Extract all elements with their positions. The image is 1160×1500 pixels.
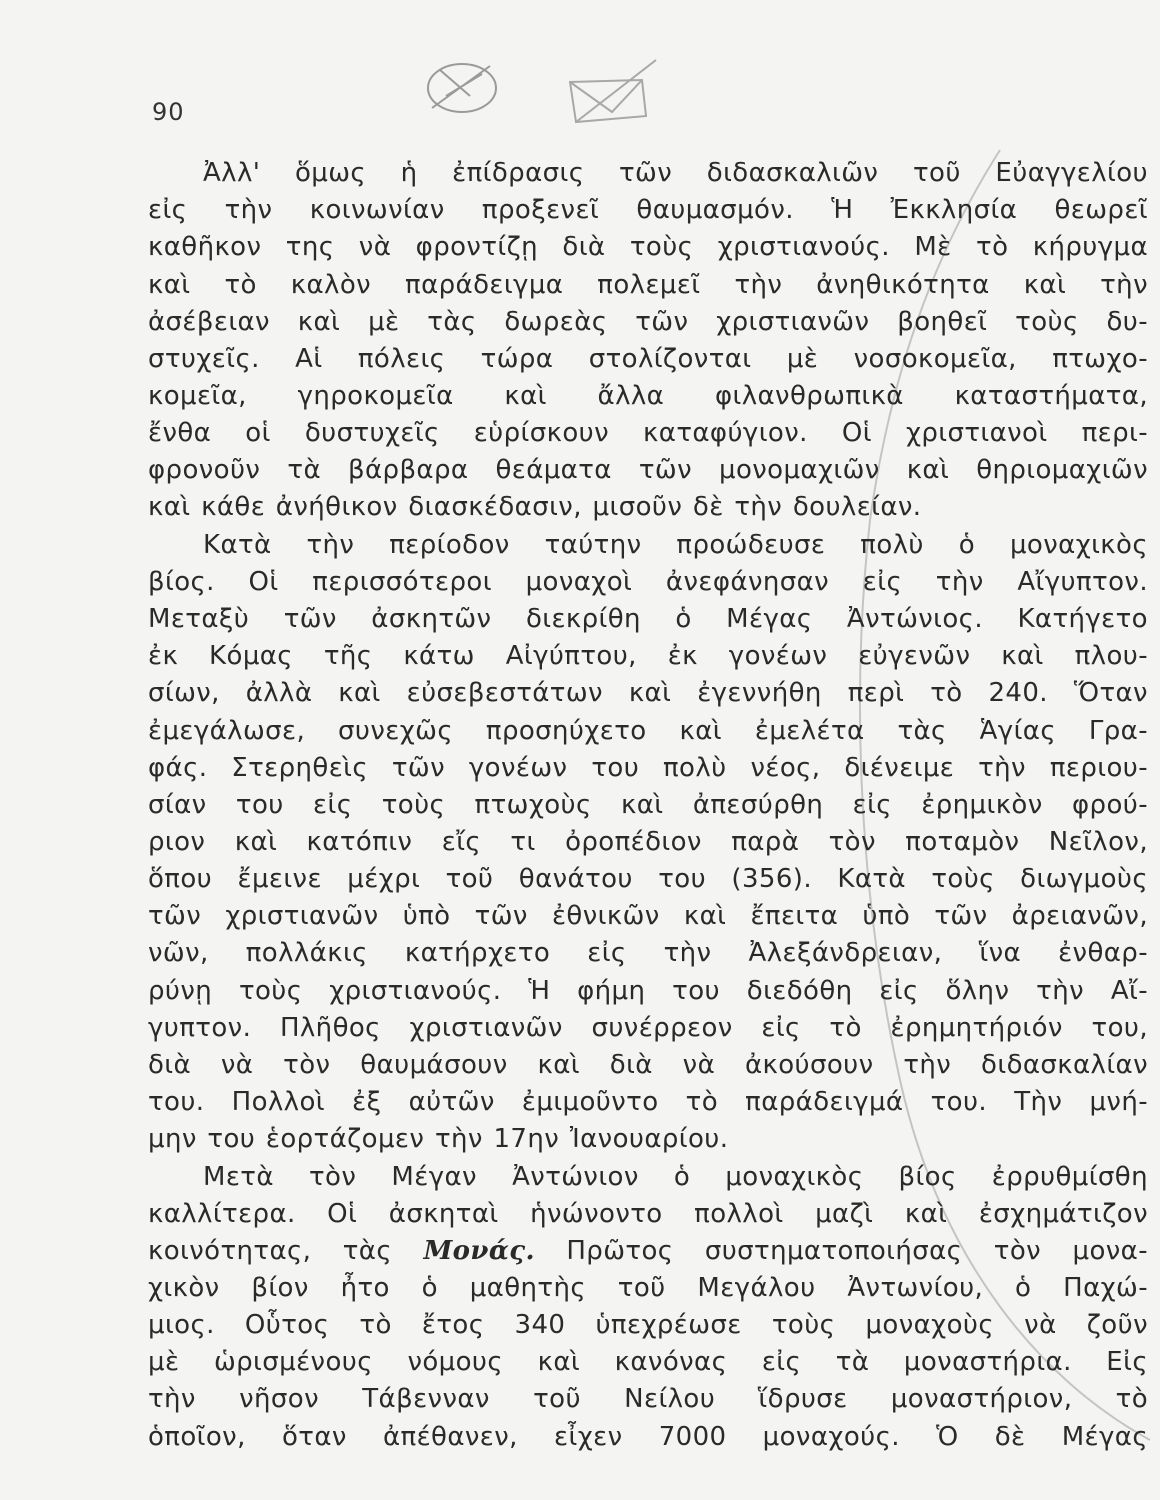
circle-cross-pencil-mark <box>428 64 496 112</box>
text-line: μην του ἑορτάζομεν τὴν 17ην Ἰανουαρίου. <box>148 1124 729 1154</box>
text-line: σίαν του εἰς τοὺς πτωχοὺς καὶ ἀπεσύρθη εἰς ἐρημικὸν φρού- <box>148 790 1148 820</box>
page-number: 90 <box>152 98 185 126</box>
text-line: μιος. Οὗτος τὸ ἔτος 340 ὑπεχρέωσε τοὺς μοναχοὺς νὰ ζοῦν <box>148 1310 1148 1340</box>
text-line: ὅπου ἔμεινε μέχρι τοῦ θανάτου του (356). Κατὰ τοὺς διωγμοὺς <box>148 864 1148 894</box>
envelope-pencil-mark <box>570 60 656 122</box>
text-line-monas <box>148 1234 1148 1268</box>
text-line: ἀσέβειαν καὶ μὲ τὰς δωρεὰς τῶν χριστιανῶν βοηθεῖ τοὺς δυ- <box>148 307 1148 337</box>
text-line: διὰ νὰ τὸν θαυμάσουν καὶ διὰ νὰ ἀκούσουν τὴν διδασκαλίαν <box>148 1050 1148 1080</box>
text-line: νῶν, πολλάκις κατήρχετο εἰς τὴν Ἀλεξάνδρειαν, ἵνα ἐνθαρ- <box>148 938 1148 968</box>
text-line: καὶ τὸ καλὸν παράδειγμα πολεμεῖ τὴν ἀνηθικότητα καὶ τὴν <box>148 270 1148 300</box>
text-line: φρονοῦν τὰ βάρβαρα θεάματα τῶν μονομαχιῶν καὶ θηριομαχιῶν <box>148 455 1148 485</box>
text-line: ριον καὶ κατόπιν εἴς τι ὀροπέδιον παρὰ τὸν ποταμὸν Νεῖλον, <box>148 827 1148 857</box>
text-line: ἔνθα οἱ δυστυχεῖς εὑρίσκουν καταφύγιον. Οἱ χριστιανοὶ περι- <box>148 418 1148 448</box>
text-line: σίων, ἀλλὰ καὶ εὐσεβεστάτων καὶ ἐγεννήθη περὶ τὸ 240. Ὅταν <box>148 678 1148 708</box>
monas-emphasis: Μονάς. <box>423 1236 535 1266</box>
text-line: μὲ ὡρισμένους νόμους καὶ κανόνας εἰς τὰ μοναστήρια. Εἰς <box>148 1347 1148 1377</box>
text-line: Μετὰ τὸν Μέγαν Ἀντώνιον ὁ μοναχικὸς βίος ἐρρυθμίσθη <box>203 1162 1148 1192</box>
text-line: Μεταξὺ τῶν ἀσκητῶν διεκρίθη ὁ Μέγας Ἀντώνιος. Κατήγετο <box>148 604 1148 634</box>
text-line: Ἀλλ' ὅμως ἡ ἐπίδρασις τῶν διδασκαλιῶν τοῦ Εὐαγγελίου <box>203 158 1148 188</box>
text-line: καθῆκον της νὰ φροντίζῃ διὰ τοὺς χριστιανούς. Μὲ τὸ κήρυγμα <box>148 232 1148 262</box>
text-line: γυπτον. Πλῆθος χριστιανῶν συνέρρεον εἰς τὸ ἐρημητήριόν του, <box>148 1013 1148 1043</box>
text-line: φάς. Στερηθεὶς τῶν γονέων του πολὺ νέος, διένειμε τὴν περιου- <box>148 753 1148 783</box>
text-line: ὁποῖον, ὅταν ἀπέθανεν, εἶχεν 7000 μοναχούς. Ὁ δὲ Μέγας <box>148 1422 1148 1452</box>
text-line: Κατὰ τὴν περίοδον ταύτην προώδευσε πολὺ ὁ μοναχικὸς <box>203 530 1148 560</box>
text-line: ρύνῃ τοὺς χριστιανούς. Ἡ φήμη του διεδόθη εἰς ὅλην τὴν Αἴ- <box>148 976 1148 1006</box>
text-line: καλλίτερα. Οἱ ἀσκηταὶ ἡνώνοντο πολλοὶ μαζὶ καὶ ἐσχημάτιζον <box>148 1199 1148 1229</box>
text-line: καὶ κάθε ἀνήθικον διασκέδασιν, μισοῦν δὲ τὴν δουλείαν. <box>148 492 922 522</box>
text-line: εἰς τὴν κοινωνίαν προξενεῖ θαυμασμόν. Ἡ Ἐκκλησία θεωρεῖ <box>148 195 1148 225</box>
text-line: στυχεῖς. Αἱ πόλεις τώρα στολίζονται μὲ νοσοκομεῖα, πτωχο- <box>148 344 1148 374</box>
text-line: ἐκ Κόμας τῆς κάτω Αἰγύπτου, ἐκ γονέων εὐγενῶν καὶ πλου- <box>148 641 1148 671</box>
text-line: του. Πολλοὶ ἐξ αὐτῶν ἐμιμοῦντο τὸ παράδειγμά του. Τὴν μνή- <box>148 1087 1148 1117</box>
text-line: τῶν χριστιανῶν ὑπὸ τῶν ἐθνικῶν καὶ ἔπειτα ὑπὸ τῶν ἀρειανῶν, <box>148 901 1148 931</box>
text-line: ἐμεγάλωσε, συνεχῶς προσηύχετο καὶ ἐμελέτα τὰς Ἁγίας Γρα- <box>148 716 1148 746</box>
text-line: κομεῖα, γηροκομεῖα καὶ ἄλλα φιλανθρωπικὰ καταστήματα, <box>148 381 1148 411</box>
line-start: κοινότητας, τὰς <box>148 1236 392 1266</box>
text-line: βίος. Οἱ περισσότεροι μοναχοὶ ἀνεφάνησαν εἰς τὴν Αἴγυπτον. <box>148 567 1148 597</box>
text-line: χικὸν βίον ἦτο ὁ μαθητὴς τοῦ Μεγάλου Ἀντωνίου, ὁ Παχώ- <box>148 1273 1148 1303</box>
line-end: Πρῶτος συστηματοποιήσας τὸν μονα- <box>566 1236 1148 1266</box>
text-line: τὴν νῆσον Τάβενναν τοῦ Νείλου ἵδρυσε μοναστήριον, τὸ <box>148 1384 1148 1414</box>
